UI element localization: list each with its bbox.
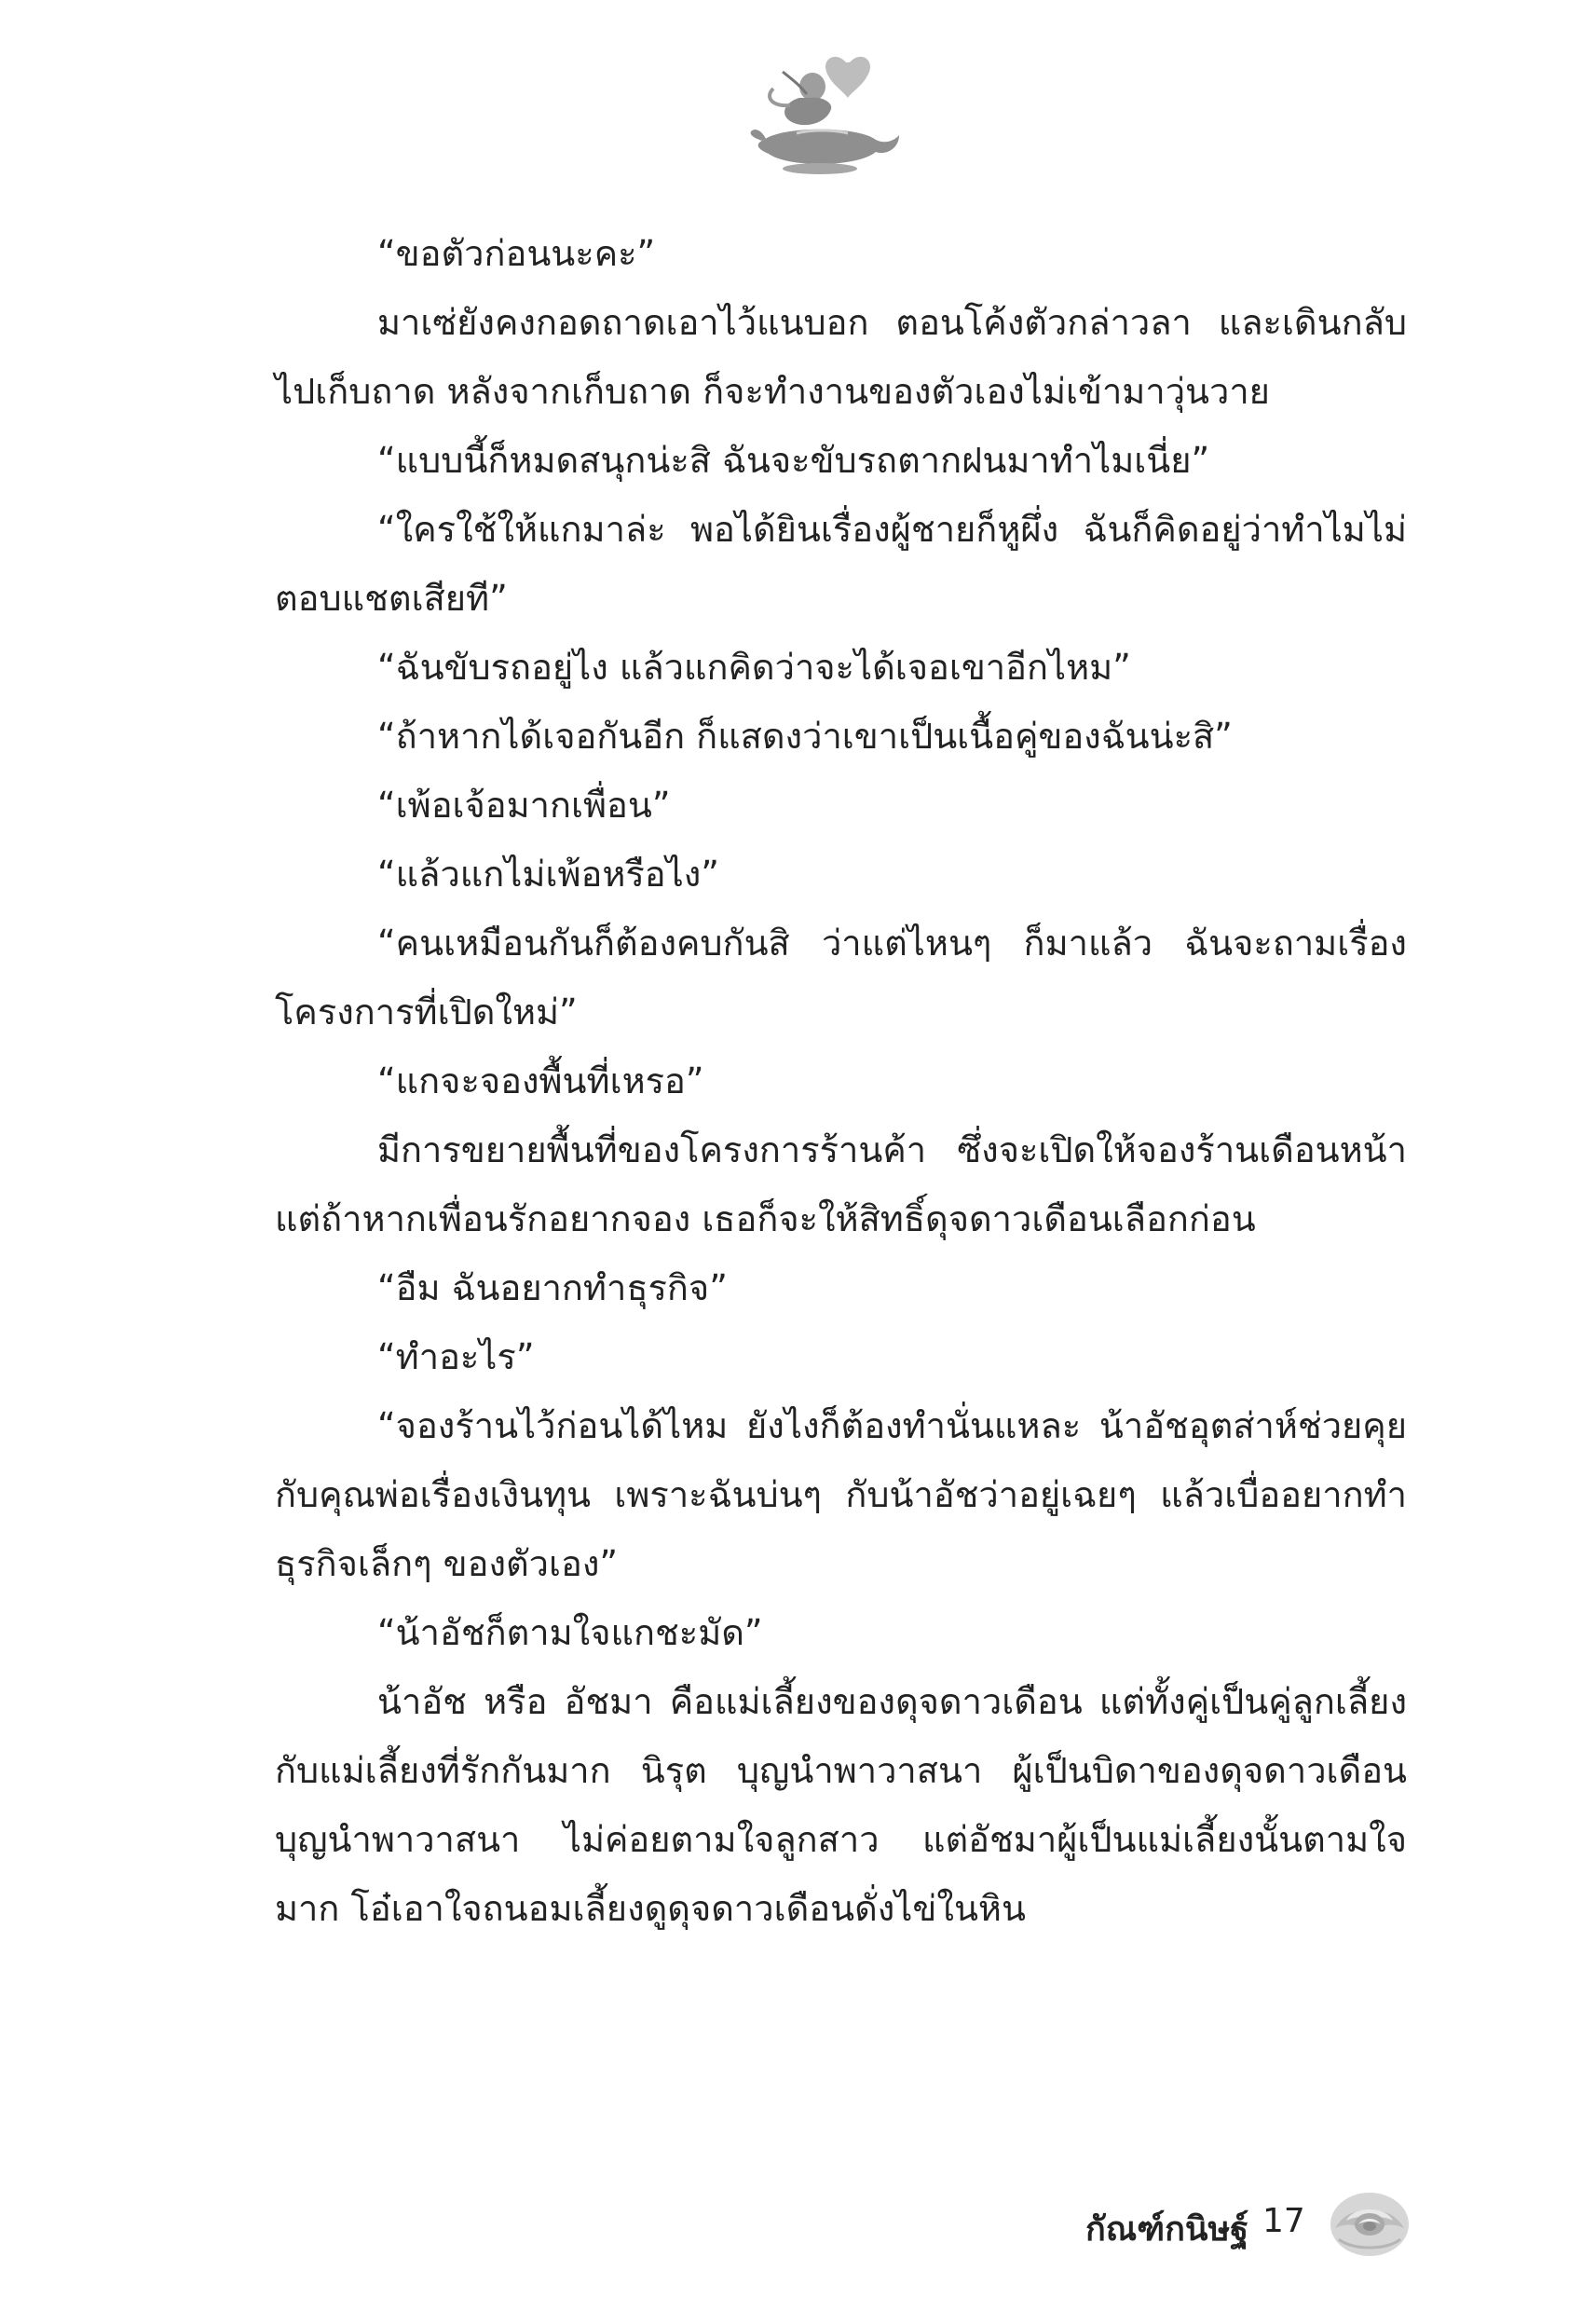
page-footer bbox=[1071, 2185, 1425, 2269]
book-title: กัณฑ์กนิษฐ์ bbox=[1085, 2210, 1249, 2249]
paragraph: น้าอัช หรือ อัชมา คือแม่เลี้ยงของดุจดาวเดือน แต่ทั้งคู่เป็นคู่ลูกเลี้ยงกับแม่เลี้ยงที่รักกันมาก นิรุต บุญนำพาวาสนา ผู้เป็นบิดาของดุจดาวเดือน บุญนำพาวาสนา ไม่ค่อยตามใจลูกสาว แต่อัชมาผู้เป็นแม่เลี้ยงนั้นตามใจมาก โอ๋เอาใจถนอมเลี้ยงดูดุจดาวเดือนดั่งไข่ในหิน bbox=[275, 1681, 1407, 1929]
paragraph: “จองร้านไว้ก่อนได้ไหม ยังไงก็ต้องทำนั่นแหละ น้าอัชอุตส่าห์ช่วยคุยกับคุณพ่อเรื่องเงินทุน เพราะฉันบ่นๆ กับน้าอัชว่าอยู่เฉยๆ แล้วเบื่ออยากทำธุรกิจเล็กๆ ของตัวเอง” bbox=[275, 1405, 1407, 1584]
paragraph: “แกจะจองพื้นที่เหรอ” bbox=[377, 1060, 704, 1101]
paragraph: มีการขยายพื้นที่ของโครงการร้านค้า ซึ่งจะเปิดให้จองร้านเดือนหน้า แต่ถ้าหากเพื่อนรักอยากจอง เธอก็จะให้สิทธิ์ดุจดาวเดือนเลือกก่อน bbox=[275, 1129, 1407, 1239]
paragraph: “ถ้าหากได้เจอกันอีก ก็แสดงว่าเขาเป็นเนื้อคู่ของฉันน่ะสิ” bbox=[377, 716, 1233, 757]
paragraph: มาเซ่ยังคงกอดถาดเอาไว้แนบอก ตอนโค้งตัวกล่าวลา และเดินกลับไปเก็บถาด หลังจากเก็บถาด ก็จะทำงานของตัวเองไม่เข้ามาวุ่นวาย bbox=[275, 302, 1407, 412]
paragraph: “ฉันขับรถอยู่ไง แล้วแกคิดว่าจะได้เจอเขาอีกไหม” bbox=[377, 647, 1131, 688]
body-text bbox=[275, 219, 1407, 1943]
paragraph: “แล้วแกไม่เพ้อหรือไง” bbox=[377, 854, 719, 895]
page-number: 17 bbox=[1262, 2202, 1305, 2240]
paragraph: “แบบนี้ก็หมดสนุกน่ะสิ ฉันจะขับรถตากฝนมาทำไมเนี่ย” bbox=[377, 440, 1210, 481]
rose-icon bbox=[1328, 2185, 1412, 2260]
paragraph: “ทำอะไร” bbox=[377, 1336, 535, 1377]
paragraph: “ใครใช้ให้แกมาล่ะ พอได้ยินเรื่องผู้ชายก็หูผึ่ง ฉันก็คิดอยู่ว่าทำไมไม่ตอบแชตเสียที” bbox=[275, 509, 1407, 619]
paragraph: “น้าอัชก็ตามใจแกชะมัด” bbox=[377, 1612, 763, 1653]
paragraph: “ขอตัวก่อนนะคะ” bbox=[377, 233, 656, 274]
paragraph: “คนเหมือนกันก็ต้องคบกันสิ ว่าแต่ไหนๆ ก็มาแล้ว ฉันจะถามเรื่องโครงการที่เปิดใหม่” bbox=[275, 923, 1407, 1032]
paragraph: “อืม ฉันอยากทำธุรกิจ” bbox=[377, 1267, 728, 1308]
cupid-teapot-icon bbox=[745, 51, 904, 177]
paragraph: “เพ้อเจ้อมากเพื่อน” bbox=[377, 785, 671, 826]
